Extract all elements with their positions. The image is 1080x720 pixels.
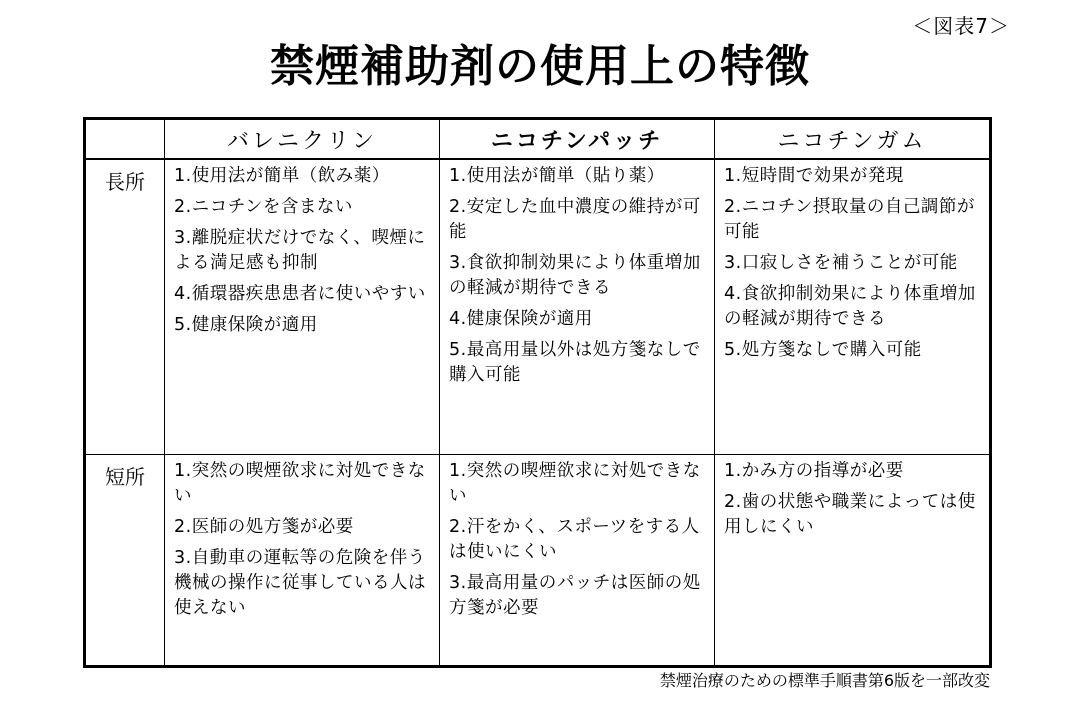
list-item: 2.医師の処方箋が必要 [174, 517, 354, 537]
table-header-row [85, 119, 991, 160]
column-header-nicotine-gum: ニコチンガム [715, 119, 991, 160]
pros-list-nicotine-gum [724, 164, 981, 363]
column-header-varenicline: バレニクリン [165, 119, 440, 160]
cons-list-nicotine-patch [449, 459, 706, 621]
table-row-pros [85, 159, 991, 455]
list-item: 5.処方箋なしで購入可能 [724, 340, 922, 360]
list-item: 1.使用法が簡単（飲み薬） [174, 166, 390, 186]
table-row-cons [85, 455, 991, 667]
figure-label: ＜図表7＞ [912, 14, 1010, 38]
list-item: 3.離脱症状だけでなく、喫煙による満足感も抑制 [174, 228, 426, 273]
list-item: 2.ニコチンを含まない [174, 197, 353, 217]
cons-list-varenicline [174, 459, 431, 621]
list-item: 1.突然の喫煙欲求に対処できない [174, 461, 426, 506]
pros-cell-nicotine-patch [440, 159, 715, 455]
list-item: 4.健康保険が適用 [449, 309, 593, 329]
pros-cell-nicotine-gum [715, 159, 991, 455]
cons-cell-nicotine-patch [440, 455, 715, 667]
pros-list-nicotine-patch [449, 164, 706, 388]
list-item: 4.循環器疾患患者に使いやすい [174, 284, 426, 304]
row-header-cons: 短所 [85, 455, 165, 667]
list-item: 3.自動車の運転等の危険を伴う機械の操作に従事している人は使えない [174, 548, 426, 618]
list-item: 3.食欲抑制効果により体重増加の軽減が期待できる [449, 253, 701, 298]
list-item: 1.短時間で効果が発現 [724, 166, 904, 186]
list-item: 2.汗をかく、スポーツをする人は使いにくい [449, 517, 700, 562]
pros-list-varenicline [174, 164, 431, 338]
source-note: 禁煙治療のための標準手順書第6版を一部改変 [659, 671, 990, 690]
header-corner-cell [85, 119, 165, 160]
comparison-table [83, 117, 992, 668]
cons-cell-nicotine-gum [715, 455, 991, 667]
list-item: 1.使用法が簡単（貼り薬） [449, 166, 665, 186]
row-header-pros: 長所 [85, 159, 165, 455]
list-item: 1.突然の喫煙欲求に対処できない [449, 461, 701, 506]
list-item: 5.健康保険が適用 [174, 315, 318, 335]
list-item: 2.安定した血中濃度の維持が可能 [449, 197, 701, 242]
list-item: 2.歯の状態や職業によっては使用しにくい [724, 492, 976, 537]
list-item: 5.最高用量以外は処方箋なしで購入可能 [449, 340, 701, 385]
cons-cell-varenicline [165, 455, 440, 667]
list-item: 4.食欲抑制効果により体重増加の軽減が期待できる [724, 284, 976, 329]
list-item: 3.口寂しさを補うことが可能 [724, 253, 958, 273]
list-item: 1.かみ方の指導が必要 [724, 461, 904, 481]
list-item: 2.ニコチン摂取量の自己調節が可能 [724, 197, 975, 242]
column-header-nicotine-patch: ニコチンパッチ [440, 119, 715, 160]
pros-cell-varenicline [165, 159, 440, 455]
cons-list-nicotine-gum [724, 459, 981, 540]
list-item: 3.最高用量のパッチは医師の処方箋が必要 [449, 573, 701, 618]
page-title: 禁煙補助剤の使用上の特徴 [270, 41, 810, 92]
